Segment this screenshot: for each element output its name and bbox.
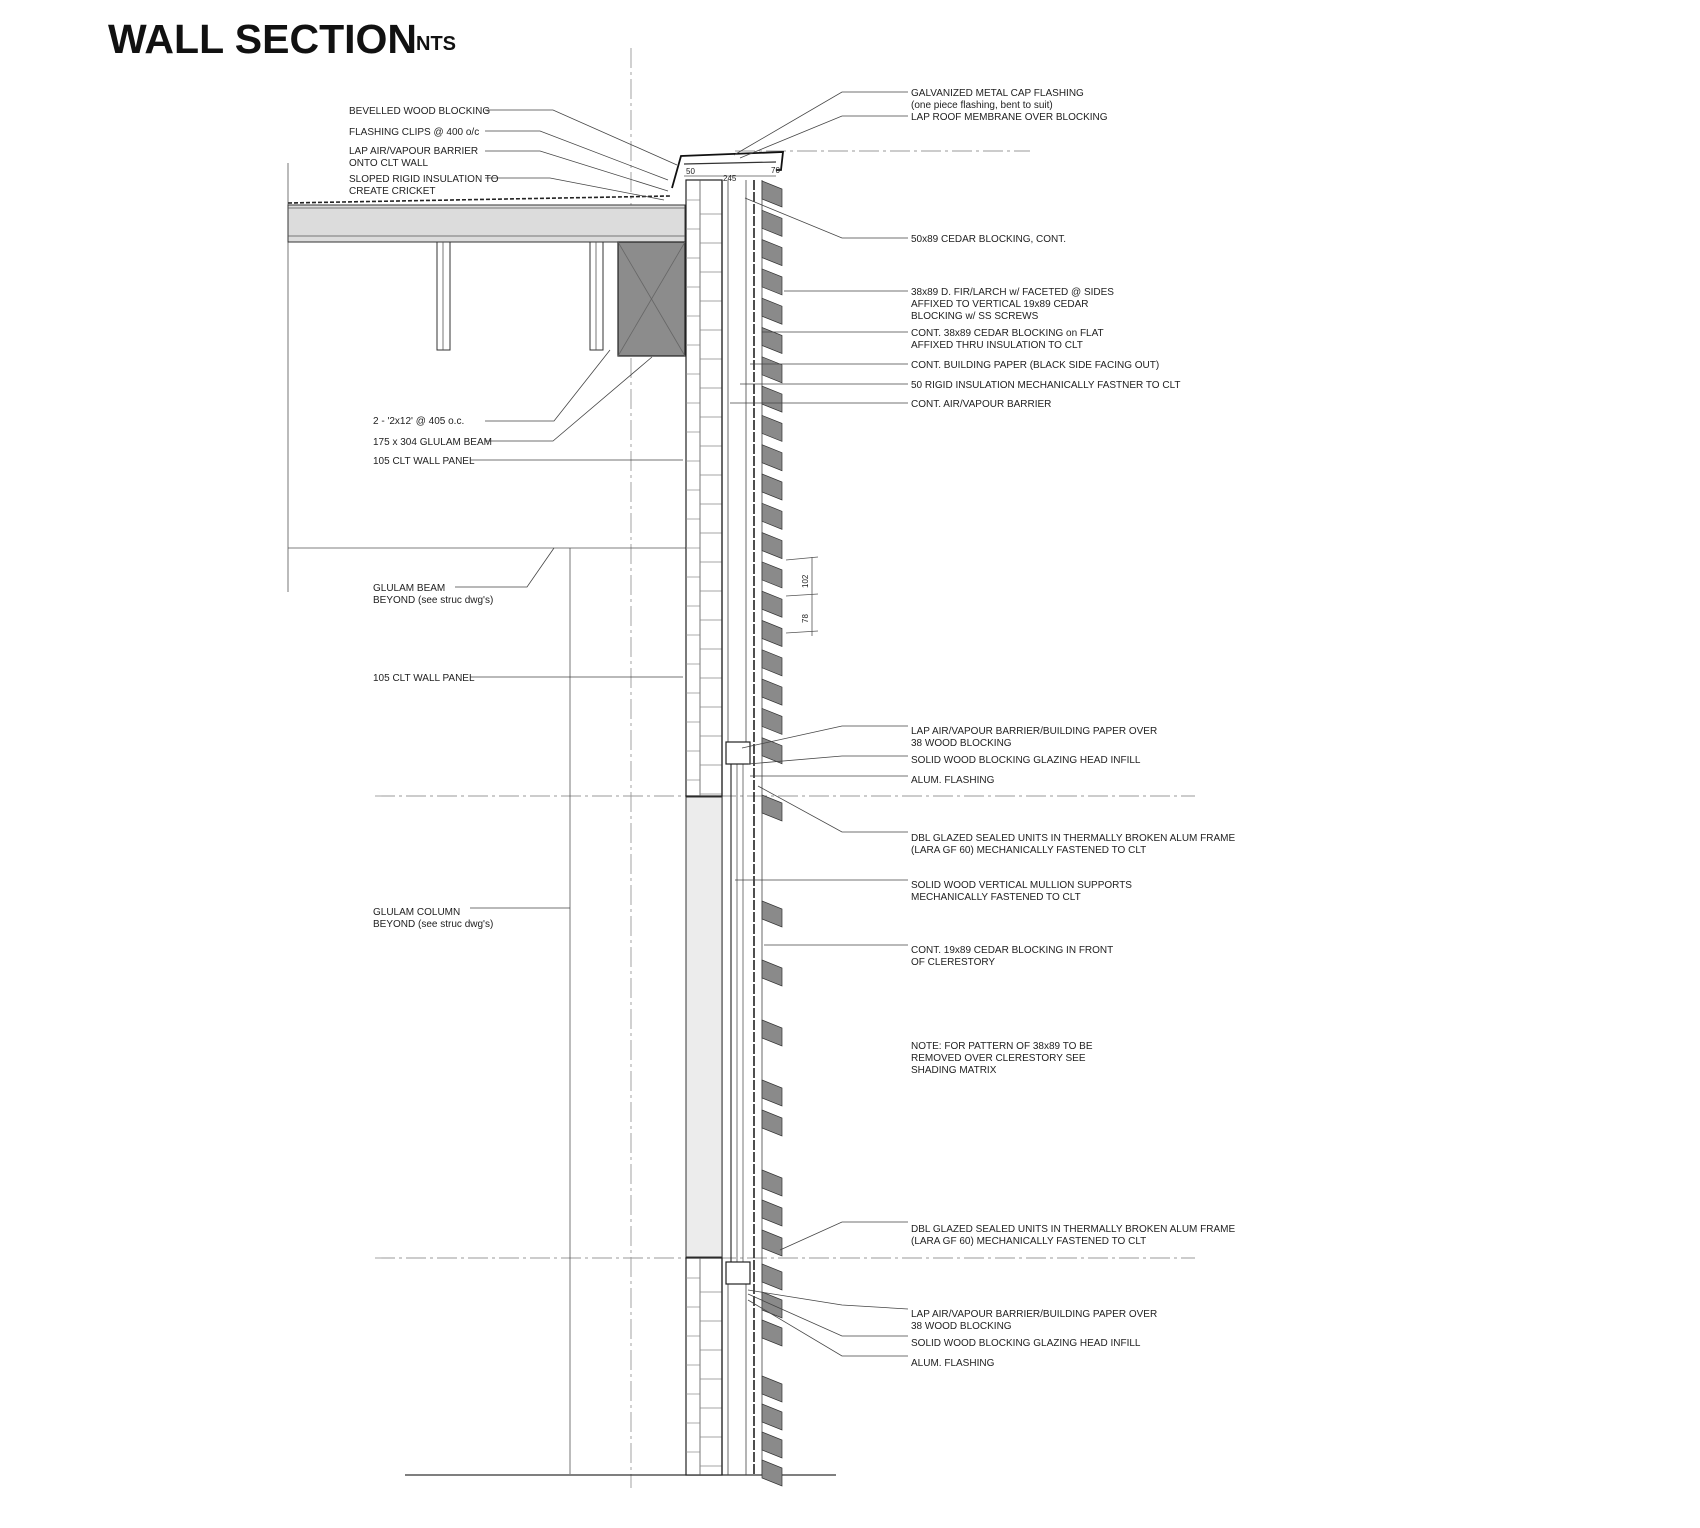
centerlines [375, 48, 1195, 1488]
shading-slat [762, 679, 782, 705]
label-lap-paper-1b: 38 WOOD BLOCKING [911, 738, 1012, 749]
label-joists: 2 - '2x12' @ 405 o.c. [373, 416, 465, 427]
label-cont-cedar: CONT. 38x89 CEDAR BLOCKING on FLAT [911, 328, 1104, 339]
shading-slat [762, 386, 782, 412]
shading-slat [762, 445, 782, 471]
label-dbl-glazed-1: DBL GLAZED SEALED UNITS IN THERMALLY BROKEN ALUM FRAME [911, 833, 1236, 844]
shading-slat [762, 181, 782, 207]
label-lap-roof: LAP ROOF MEMBRANE OVER BLOCKING [911, 112, 1108, 123]
shading-slat [762, 328, 782, 354]
label-solid-head-1: SOLID WOOD BLOCKING GLAZING HEAD INFILL [911, 755, 1141, 766]
shading-slat [762, 1020, 782, 1046]
shading-slat [762, 708, 782, 734]
dim-slat-depth: 78 [801, 614, 810, 623]
label-alum-flashing-1: ALUM. FLASHING [911, 775, 995, 786]
shading-slat [762, 1460, 782, 1486]
shading-slat [762, 1376, 782, 1402]
label-rigid-insulation: 50 RIGID INSULATION MECHANICALLY FASTNER TO CLT [911, 380, 1181, 391]
dim-cap-right: 70 [771, 166, 780, 175]
clt-panel-segment [686, 1258, 722, 1475]
label-beam-beyond: GLULAM BEAM [373, 583, 446, 594]
label-lap-barrier: LAP AIR/VAPOUR BARRIER [349, 146, 479, 157]
label-note-2: REMOVED OVER CLERESTORY SEE [911, 1053, 1086, 1064]
label-cap-flashing: GALVANIZED METAL CAP FLASHING [911, 88, 1084, 99]
label-dbl-glazed-1b: (LARA GF 60) MECHANICALLY FASTENED TO CLT [911, 845, 1147, 856]
label-lap-paper-2b: 38 WOOD BLOCKING [911, 1321, 1012, 1332]
label-lap-barrier-2: ONTO CLT WALL [349, 158, 429, 169]
shading-slat [762, 210, 782, 236]
labels-right [911, 88, 1235, 1369]
shading-slat [762, 357, 782, 383]
label-sloped-insulation-2: CREATE CRICKET [349, 186, 436, 197]
shading-slat [762, 415, 782, 441]
shading-slat [762, 1080, 782, 1106]
dim-slat-spacing: 102 [801, 574, 810, 588]
roof-joists [437, 242, 603, 350]
label-fir-slat-3: BLOCKING w/ SS SCREWS [911, 311, 1039, 322]
label-dbl-glazed-2: DBL GLAZED SEALED UNITS IN THERMALLY BROKEN ALUM FRAME [911, 1224, 1236, 1235]
label-alum-flashing-2: ALUM. FLASHING [911, 1358, 995, 1369]
shading-slat [762, 562, 782, 588]
label-air-barrier: CONT. AIR/VAPOUR BARRIER [911, 399, 1052, 410]
shading-slat [762, 1320, 782, 1346]
label-note-3: SHADING MATRIX [911, 1065, 997, 1076]
roof-assembly [288, 196, 685, 242]
label-cedar-blocking: 50x89 CEDAR BLOCKING, CONT. [911, 234, 1067, 245]
drawing-title: WALL SECTION [108, 16, 418, 62]
shading-slat [762, 269, 782, 295]
label-dbl-glazed-2b: (LARA GF 60) MECHANICALLY FASTENED TO CLT [911, 1236, 1147, 1247]
shading-slat [762, 1200, 782, 1226]
dim-cap-left: 50 [686, 167, 695, 176]
shading-slat [762, 795, 782, 821]
clerestory-glazing [686, 742, 750, 1284]
label-sloped-insulation: SLOPED RIGID INSULATION TO [349, 174, 499, 185]
label-bevelled-blocking: BEVELLED WOOD BLOCKING [349, 106, 491, 117]
shading-slat [762, 240, 782, 266]
clt-panel-segment [686, 180, 722, 796]
label-clerestory-blocking: CONT. 19x89 CEDAR BLOCKING IN FRONT [911, 945, 1114, 956]
shading-slat [762, 503, 782, 529]
shading-slat [762, 533, 782, 559]
label-building-paper: CONT. BUILDING PAPER (BLACK SIDE FACING OUT) [911, 360, 1160, 371]
label-clt-panel-1: 105 CLT WALL PANEL [373, 456, 475, 467]
shading-slat [762, 1170, 782, 1196]
label-column-beyond: GLULAM COLUMN [373, 907, 461, 918]
drawing-scale: NTS [416, 33, 456, 55]
shading-slat [762, 591, 782, 617]
shading-slat [762, 1404, 782, 1430]
dim-cap-mid: 245 [723, 174, 737, 183]
label-fir-slat: 38x89 D. FIR/LARCH w/ FACETED @ SIDES [911, 287, 1114, 298]
shading-slat [762, 1230, 782, 1256]
shading-slats [762, 181, 782, 1486]
shading-slat [762, 1264, 782, 1290]
label-clerestory-blocking-2: OF CLERESTORY [911, 957, 996, 968]
label-lap-paper-1: LAP AIR/VAPOUR BARRIER/BUILDING PAPER OVER [911, 726, 1158, 737]
glulam-beam [618, 242, 685, 356]
shading-slat [762, 1432, 782, 1458]
label-lap-paper-2: LAP AIR/VAPOUR BARRIER/BUILDING PAPER OVER [911, 1309, 1158, 1320]
shading-slat [762, 901, 782, 927]
label-column-beyond-2: BEYOND (see struc dwg's) [373, 919, 494, 930]
label-clt-panel-2: 105 CLT WALL PANEL [373, 673, 475, 684]
label-cap-flashing-2: (one piece flashing, bent to suit) [911, 100, 1053, 111]
label-glulam-beam: 175 x 304 GLULAM BEAM [373, 437, 492, 448]
label-note: NOTE: FOR PATTERN OF 38x89 TO BE [911, 1041, 1093, 1052]
label-mullion-2: MECHANICALLY FASTENED TO CLT [911, 892, 1081, 903]
shading-slat [762, 650, 782, 676]
label-cont-cedar-2: AFFIXED THRU INSULATION TO CLT [911, 340, 1083, 351]
shading-slat [762, 298, 782, 324]
shading-slat [762, 960, 782, 986]
label-fir-slat-2: AFFIXED TO VERTICAL 19x89 CEDAR [911, 299, 1089, 310]
label-beam-beyond-2: BEYOND (see struc dwg's) [373, 595, 494, 606]
label-flashing-clips: FLASHING CLIPS @ 400 o/c [349, 127, 480, 138]
label-solid-head-2: SOLID WOOD BLOCKING GLAZING HEAD INFILL [911, 1338, 1141, 1349]
shading-slat [762, 621, 782, 647]
shading-slat [762, 474, 782, 500]
shading-slat [762, 1110, 782, 1136]
label-mullion: SOLID WOOD VERTICAL MULLION SUPPORTS [911, 880, 1132, 891]
